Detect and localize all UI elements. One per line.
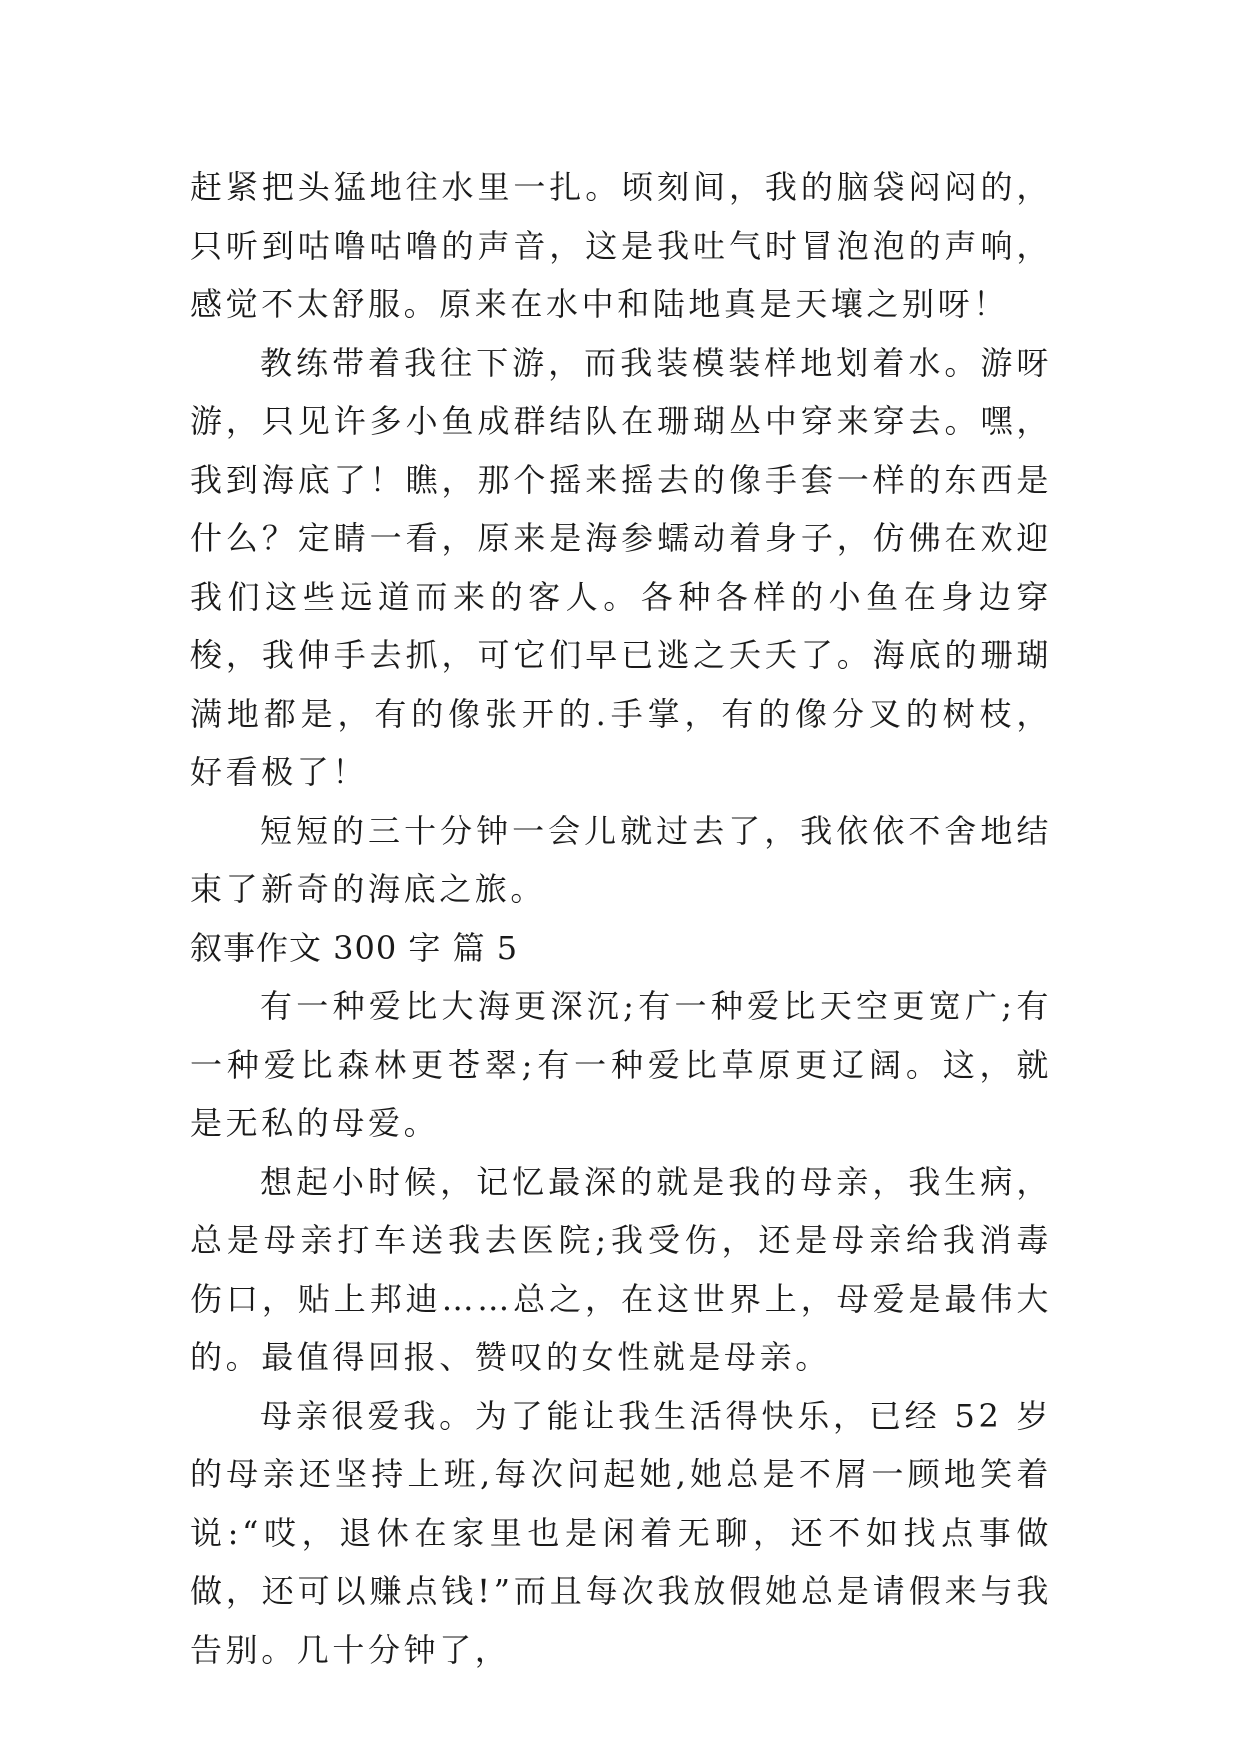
section-heading: 叙事作文 300 字 篇 5 bbox=[190, 928, 519, 967]
paragraph-trip-end: 短短的三十分钟一会儿就过去了，我依依不舍地结束了新奇的海底之旅。 bbox=[190, 811, 1052, 908]
document-page bbox=[190, 158, 1052, 1679]
paragraph-childhood-memory: 想起小时候，记忆最深的就是我的母亲，我生病，总是母亲打车送我去医院;我受伤，还是母亲给我消毒伤口，贴上邦迪……总之，在这世界上，母爱是最伟大的。最值得回报、赞叹的女性就是母亲。 bbox=[190, 1162, 1052, 1376]
paragraph-coach-underwater: 教练带着我往下游，而我装模装样地划着水。游呀游，只见许多小鱼成群结队在珊瑚丛中穿来穿去。嘿，我到海底了！瞧，那个摇来摇去的像手套一样的东西是什么？定睛一看，原来是海参蠕动着身子，仿佛在欢迎我们这些远道而来的客人。各种各样的小鱼在身边穿梭，我伸手去抓，可它们早已逃之夭夭了。海底的珊瑚满地都是，有的像张开的.手掌，有的像分叉的树枝，好看极了！ bbox=[190, 343, 1052, 791]
paragraph-mother-work: 母亲很爱我。为了能让我生活得快乐，已经 52 岁的母亲还坚持上班,每次问起她,她总是不屑一顾地笑着说:“哎，退休在家里也是闲着无聊，还不如找点事做做，还可以赚点钱!”而且每次我放假她总是请假来与我告别。几十分钟了， bbox=[190, 1396, 1052, 1669]
paragraph-continuation: 赶紧把头猛地往水里一扎。顷刻间，我的脑袋闷闷的，只听到咕噜咕噜的声音，这是我吐气时冒泡泡的声响，感觉不太舒服。原来在水中和陆地真是天壤之别呀！ bbox=[190, 168, 1052, 323]
paragraph-mother-love: 有一种爱比大海更深沉;有一种爱比天空更宽广;有一种爱比森林更苍翠;有一种爱比草原更辽阔。这，就是无私的母爱。 bbox=[190, 987, 1052, 1142]
